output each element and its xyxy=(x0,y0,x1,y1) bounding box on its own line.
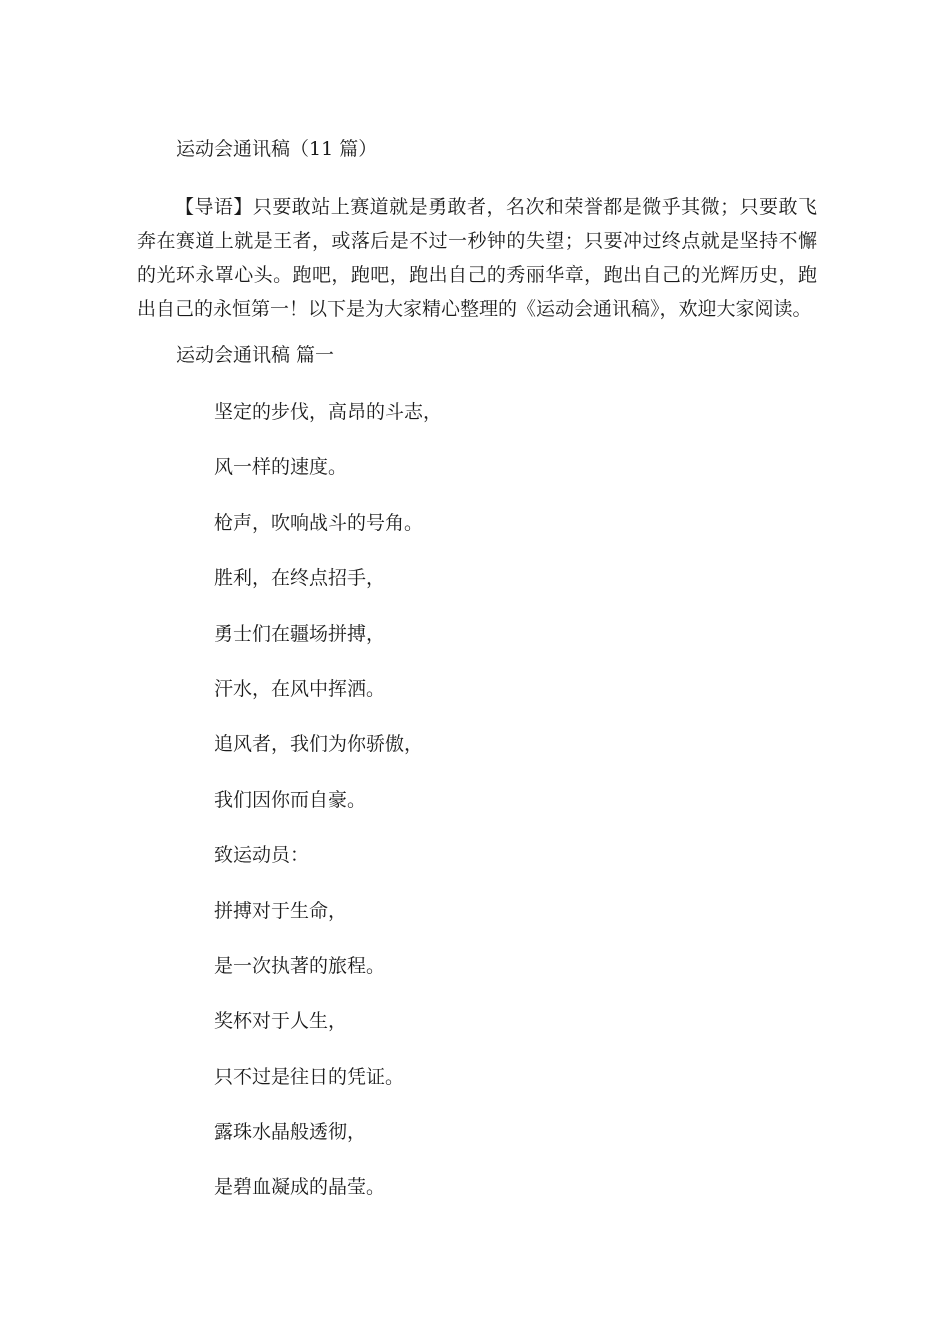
poem-line: 追风者，我们为你骄傲， xyxy=(214,733,424,756)
poem-line: 我们因你而自豪。 xyxy=(214,788,367,811)
poem xyxy=(214,399,442,1230)
poem-line: 坚定的步伐，高昂的斗志， xyxy=(214,401,443,423)
poem-line: 枪声，吹响战斗的号角。 xyxy=(214,511,424,534)
poem-line: 奖杯对于人生， xyxy=(214,1010,348,1033)
poem-line: 风一样的速度。 xyxy=(214,456,348,479)
poem-line: 露珠水晶般透彻， xyxy=(214,1121,367,1144)
document-title: 运动会通讯稿（11 篇） xyxy=(176,138,378,160)
poem-line: 是碧血凝成的晶莹。 xyxy=(214,1176,386,1199)
poem-line: 胜利，在终点招手， xyxy=(214,567,386,590)
poem-line: 勇士们在疆场拼搏， xyxy=(214,622,386,645)
poem-line: 汗水，在风中挥洒。 xyxy=(214,677,386,700)
intro-paragraph: 【导语】只要敢站上赛道就是勇敢者，名次和荣誉都是微乎其微；只要敢飞奔在赛道上就是王者，或落后是不过一秒钟的失望；只要冲过终点就是坚持不懈的光环永罩心头。跑吧，跑吧，跑出自己的秀丽华章，跑出自己的光辉历史，跑出自己的永恒第一！以下是为大家精心整理的《运动会通讯稿》，欢迎大家阅读。 xyxy=(137,196,817,320)
poem-line: 只不过是往日的凭证。 xyxy=(214,1065,405,1088)
poem-line: 是一次执著的旅程。 xyxy=(214,954,386,977)
section-heading: 运动会通讯稿 篇一 xyxy=(176,344,335,366)
poem-line: 致运动员： xyxy=(214,844,310,867)
poem-line: 拼搏对于生命， xyxy=(214,899,348,922)
